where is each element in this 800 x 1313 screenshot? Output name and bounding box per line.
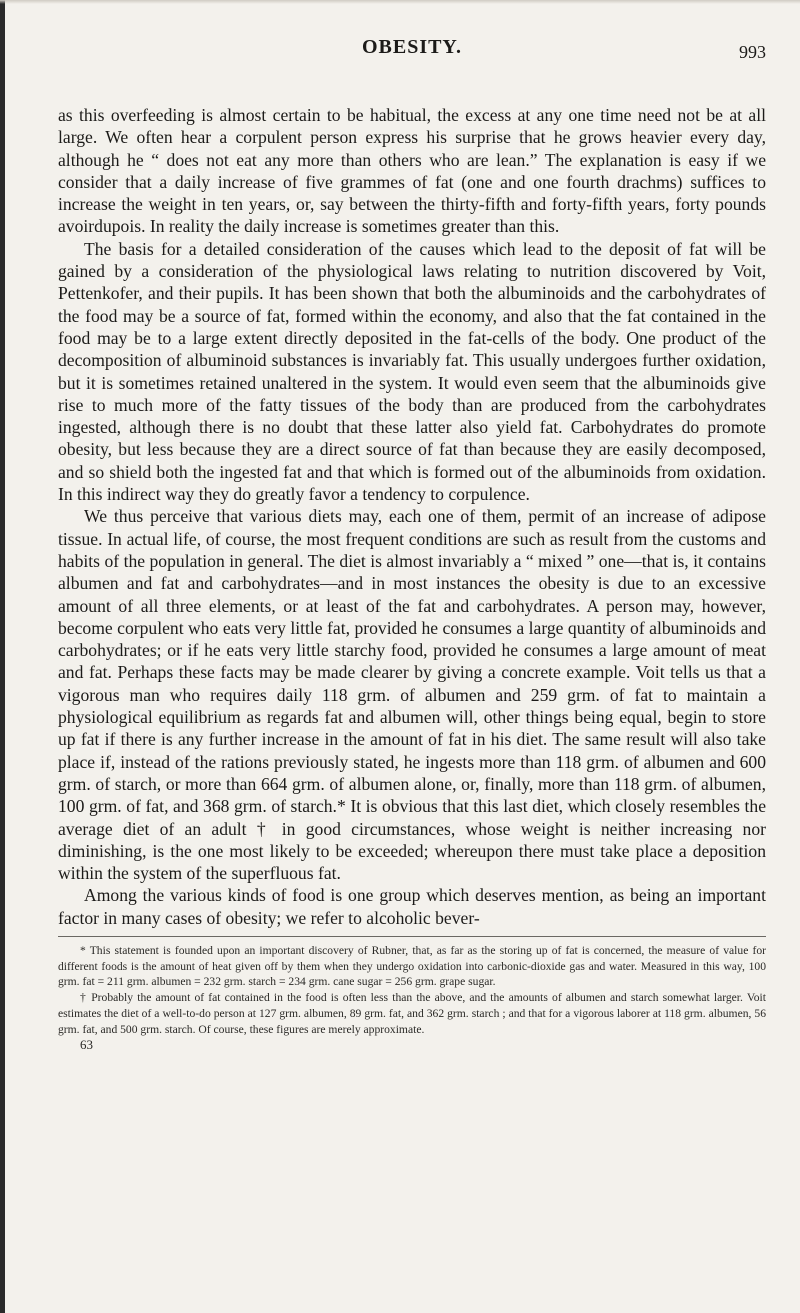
running-head: [58, 30, 766, 64]
page-top-edge: [0, 0, 800, 4]
book-page: [58, 30, 766, 1053]
page-number: 993: [739, 42, 766, 62]
paragraph: Among the various kinds of food is one group which deserves mention, as being an important factor in many cases of obesity; we refer to alcoholic bever-: [58, 885, 766, 928]
signature-mark: 63: [80, 1037, 93, 1053]
page-edge-rule: [0, 0, 5, 1313]
paragraph: as this overfeeding is almost certain to be habitual, the excess at any one time need not be at all large. We often hear a corpulent person express his surprise that he grows heavier every day, although he “ does not eat any more than others who are lean.” The explanation is easy if we consider that a daily increase of five grammes of fat (one and one fourth drachms) suffices to increase the weight in ten years, or, say between the thirty-fifth and forty-fifth years, forty pounds avoirdupois. In reality the daily increase is sometimes greater than this.: [58, 105, 766, 237]
footnote: † Probably the amount of fat contained in the food is often less than the above, and the amounts of albumen and starch somewhat larger. Voit estimates the diet of a well-to-do person at 127 grm. albumen, 89 grm. fat, and 362 grm. starch ; and that for a vigorous laborer at 118 grm. albumen, 56 grm. fat, and 500 grm. starch. Of course, these figures are merely approximate.: [58, 991, 766, 1036]
footnotes: [58, 943, 766, 1053]
running-title: OBESITY.: [361, 36, 463, 58]
footnote-divider: [58, 936, 766, 937]
body-text: [58, 104, 766, 929]
footnote: * This statement is founded upon an important discovery of Rubner, that, as far as the storing up of fat is concerned, the measure of value for different foods is the amount of heat given off by them when they undergo oxidation into carbonic-dioxide gas and water. Measured in this way, 100 grm. fat = 211 grm. albumen = 232 grm. starch = 234 grm. cane sugar = 256 grm. grape sugar.: [58, 943, 766, 989]
paragraph: The basis for a detailed consideration of the causes which lead to the deposit of fat will be gained by a consideration of the physiological laws relating to nutrition discovered by Voit, Pettenkofer, and their pupils. It has been shown that both the albuminoids and the carbohydrates of the food may be a source of fat, formed within the economy, and also that the fat contained in the food may be to a large extent directly deposited in the fat-cells of the body. One product of the decomposition of albuminoid substances is invariably fat. This usually undergoes further oxidation, but it is sometimes retained unaltered in the system. It would even seem that the albuminoids give rise to much more of the fatty tissues of the body than are produced from the carbohydrates ingested, although there is no doubt that these latter also yield fat. Carbohydrates do promote obesity, but less because they are a direct source of fat than because they are easily decomposed, and so shield both the ingested fat and that which is formed out of the albuminoids from oxidation. In this indirect way they do greatly favor a tendency to corpulence.: [58, 238, 766, 505]
paragraph: We thus perceive that various diets may, each one of them, permit of an increase of adipose tissue. In actual life, of course, the most frequent conditions are such as result from the customs and habits of the population in general. The diet is almost invariably a “ mixed ” one—that is, it contains albumen and fat and carbohydrates—and in most instances the obesity is due to an excessive amount of all three elements, or at least of the fat and carbohydrates. A person may, however, become corpulent who eats very little fat, provided he consumes a large quantity of albuminoids and carbohydrates; or if he eats very little starchy food, provided he consumes a large amount of meat and fat. Perhaps these facts may be made clearer by giving a concrete example. Voit tells us that a vigorous man who requires daily 118 grm. of albumen and 259 grm. of fat to maintain a physiological equilibrium as regards fat and albumen will, other things being equal, begin to store up fat if there is any further increase in the amount of fat in his diet. The same result will also take place if, instead of the rations previously stated, he ingests more than 118 grm. of albumen and 600 grm. of starch, or more than 664 grm. of albumen alone, or, finally, more than 118 grm. of albumen, 100 grm. of fat, and 368 grm. of starch.* It is obvious that this last diet, which closely resembles the average diet of an adult † in good circumstances, whose weight is neither increasing nor diminishing, is the one most likely to be exceeded; whereupon there must take place a deposition within the system of the superfluous fat.: [58, 506, 766, 884]
